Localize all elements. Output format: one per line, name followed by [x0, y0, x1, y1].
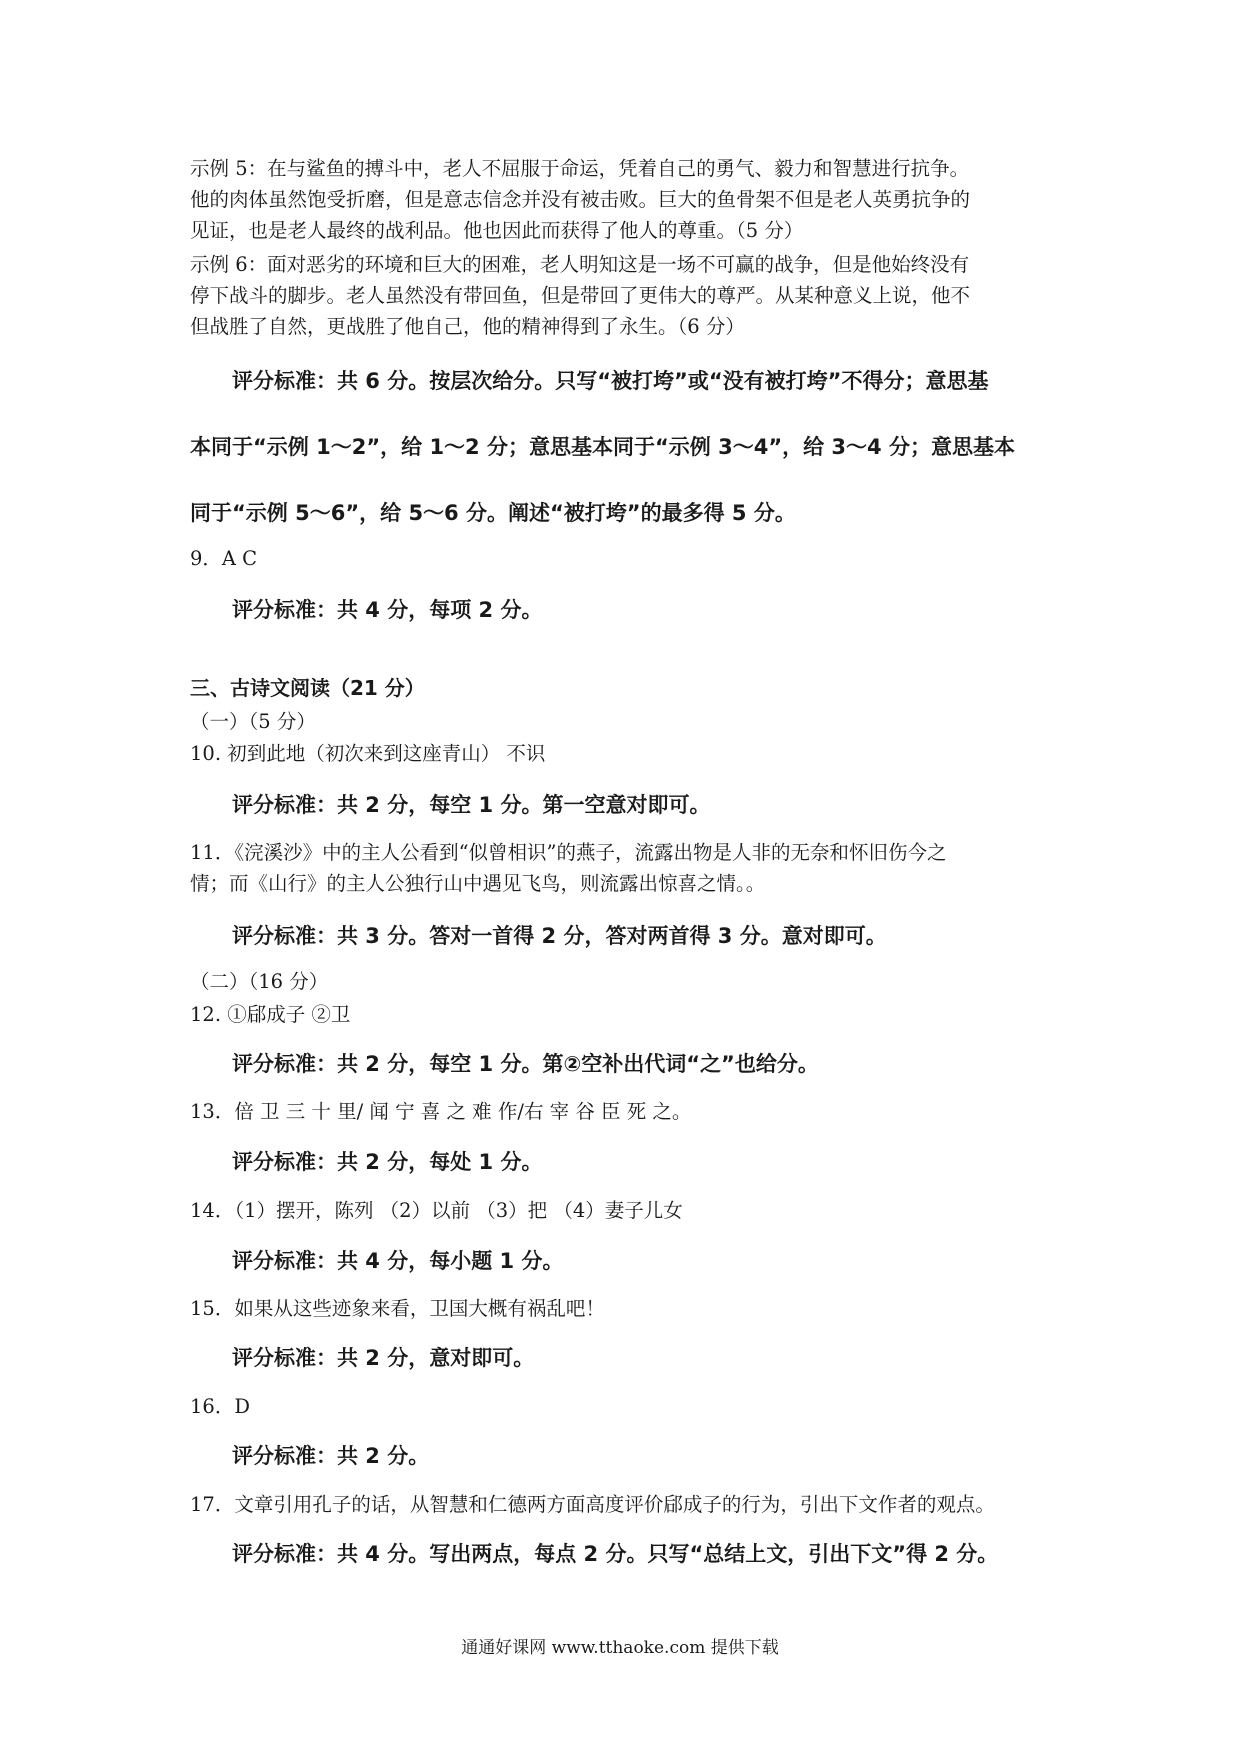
- example-6-line-2: 停下战斗的脚步。老人虽然没有带回鱼，但是带回了更伟大的尊严。从某种意义上说，他不: [190, 284, 971, 307]
- example-5-line-3: 见证，也是老人最终的战利品。他也因此而获得了他人的尊重。（5 分）: [190, 219, 804, 242]
- q14-criteria: 评分标准：共 4 分，每小题 1 分。: [232, 1249, 564, 1273]
- q13-answer: 13．倍 卫 三 十 里/ 闻 宁 喜 之 难 作/右 宰 谷 臣 死 之。: [190, 1100, 692, 1123]
- q11-criteria: 评分标准：共 3 分。答对一首得 2 分，答对两首得 3 分。意对即可。: [232, 924, 887, 948]
- part-1-label: （一）（5 分）: [190, 710, 316, 733]
- q12-answer: 12. ①郈成子 ②卫: [190, 1003, 351, 1026]
- q10-answer: 10. 初到此地（初次来到这座青山） 不识: [190, 742, 546, 765]
- part-2-label: （二）（16 分）: [190, 970, 329, 993]
- q12-criteria: 评分标准：共 2 分，每空 1 分。第②空补出代词“之”也给分。: [232, 1052, 819, 1076]
- q8-criteria-line-3: 同于“示例 5～6”，给 5～6 分。阐述“被打垮”的最多得 5 分。: [190, 501, 796, 525]
- q13-criteria: 评分标准：共 2 分，每处 1 分。: [232, 1150, 543, 1174]
- q9-answer: 9．A C: [190, 547, 258, 570]
- q9-criteria: 评分标准：共 4 分，每项 2 分。: [232, 598, 543, 622]
- q8-criteria-line-2: 本同于“示例 1～2”，给 1～2 分；意思基本同于“示例 3～4”，给 3～4 分；意思基本: [190, 435, 1015, 459]
- q17-criteria: 评分标准：共 4 分。写出两点，每点 2 分。只写“总结上文，引出下文”得 2 分。: [232, 1542, 999, 1566]
- example-6-line-1: 示例 6：面对恶劣的环境和巨大的困难，老人明知这是一场不可赢的战争，但是他始终没有: [190, 253, 970, 276]
- q15-answer: 15．如果从这些迹象来看，卫国大概有祸乱吧！: [190, 1297, 605, 1320]
- q11-answer-line-2: 情；而《山行》的主人公独行山中遇见飞鸟，则流露出惊喜之情。。: [190, 872, 766, 895]
- q17-answer: 17．文章引用孔子的话，从智慧和仁德两方面高度评价郈成子的行为，引出下文作者的观点。: [190, 1493, 995, 1516]
- page-footer: 通通好课网 www.tthaoke.com 提供下载: [461, 1638, 779, 1658]
- example-6-line-3: 但战胜了自然，更战胜了他自己，他的精神得到了永生。（6 分）: [190, 315, 745, 338]
- example-5-line-1: 示例 5：在与鲨鱼的搏斗中，老人不屈服于命运，凭着自己的勇气、毅力和智慧进行抗争。: [190, 157, 970, 180]
- section-3-heading: 三、古诗文阅读（21 分）: [190, 676, 425, 700]
- q16-answer: 16．D: [190, 1395, 250, 1418]
- example-5-line-2: 他的肉体虽然饱受折磨，但是意志信念并没有被击败。巨大的鱼骨架不但是老人英勇抗争的: [190, 188, 971, 211]
- q8-criteria-line-1: 评分标准：共 6 分。按层次给分。只写“被打垮”或“没有被打垮”不得分；意思基: [232, 369, 989, 393]
- q16-criteria: 评分标准：共 2 分。: [232, 1444, 430, 1468]
- q10-criteria: 评分标准：共 2 分，每空 1 分。第一空意对即可。: [232, 793, 711, 817]
- q14-answer: 14．（1）摆开，陈列 （2）以前 （3）把 （4）妻子儿女: [190, 1199, 683, 1222]
- q15-criteria: 评分标准：共 2 分，意对即可。: [232, 1346, 535, 1370]
- q11-answer-line-1: 11．《浣溪沙》中的主人公看到“似曾相识”的燕子，流露出物是人非的无奈和怀旧伤今之: [190, 841, 947, 864]
